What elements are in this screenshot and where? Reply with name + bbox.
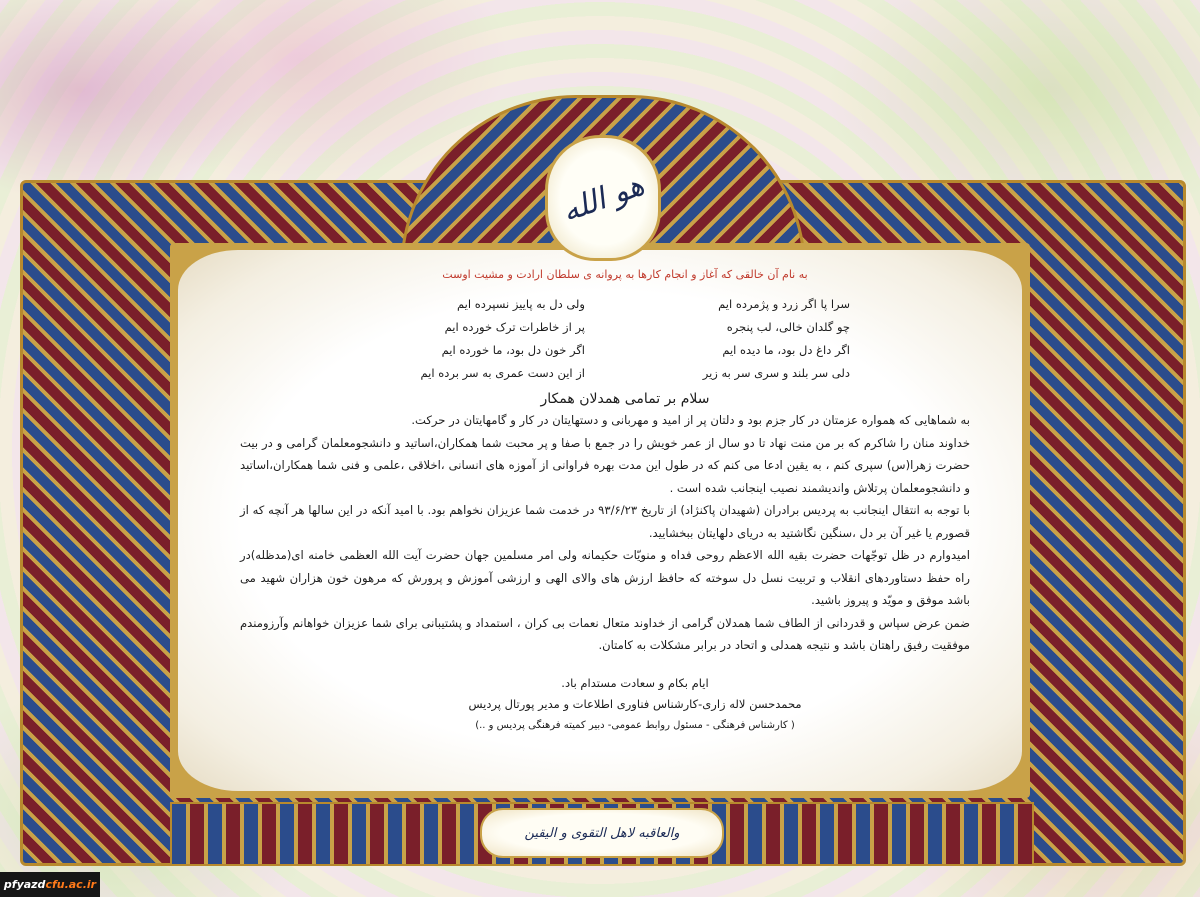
closing-wish: ایام بکام و سعادت مستدام باد. xyxy=(561,675,709,690)
badge-prefix: pfyazd xyxy=(3,878,46,891)
body-paragraph: با توجه به انتقال اینجانب به پردیس برادران (شهیدان پاکنژاد) از تاریخ ۹۳/۶/۲۳ در خدمت شما عزیزان نخواهم بود. با امید آنکه در این سالها هر آنچه که از قصورم یا غیر آن بر دل ،سنگین نگاشتید به دریای دلهایتان ببخشایید. xyxy=(240,503,970,540)
poem-hemistich: سرا پا اگر زرد و پژمرده ایم xyxy=(718,297,850,311)
footer-motto: والعاقبه لاهل التقوی و الیقین xyxy=(524,825,680,841)
signature-line: محمدحسن لاله زاری-کارشناس فناوری اطلاعات و مدیر پورتال پردیس xyxy=(468,696,802,711)
badge-suffix: cfu.ac.ir xyxy=(45,878,97,891)
poem-hemistich: اگر خون دل بود، ما خورده ایم xyxy=(441,343,585,357)
body-paragraph: به شماهایی که همواره عزمتان در کار جزم بود و دلتان پر از امید و مهربانی و دستهایتان در کار و گامهایتان در حرکت. xyxy=(411,413,970,427)
poem-hemistich: پر از خاطرات ترک خورده ایم xyxy=(444,320,585,334)
poem-hemistich: اگر داغ دل بود، ما دیده ایم xyxy=(722,343,850,357)
body-paragraph: خداوند منان را شاکرم که بر من منت نهاد تا دو سال از عمر خویش را در جمع با صفا و پر محبت شما همکاران،اساتید و دانشجومعلمان گرامی و در بیت حضرت زهرا(س) سپری کنم ، به یقین ادعا می کنم که در طول این مدت بهره فراوانی از آموزه های انسانی ،اخلاقی ،علمی و فنی شما همکاران،اساتید و دانشجومعلمان پرتلاش واندیشمند نصیب اینجانب شده است . xyxy=(240,435,970,495)
roles-note: ( کارشناس فرهنگی - مسئول روابط عمومی- دبیر کمیته فرهنگی پردیس و ..) xyxy=(475,719,795,731)
poem-row xyxy=(240,316,970,339)
poem-row xyxy=(240,362,970,385)
calligraphy-logo: هو الله xyxy=(557,167,649,229)
poem-hemistich: چو گلدان خالی، لب پنجره xyxy=(726,320,850,334)
body-paragraph: امیدوارم در ظل توجّهات حضرت بقیه الله الاعظم روحی فداه و منویّات حکیمانه ولی امر مسلمین جهان حضرت آیت الله العظمی خامنه ای(مدظله)در راه حفظ دستاوردهای انقلاب و تربیت نسل دل سوخته که حافظ ارزش های والای الهی و ارزشی آموزش و پرورش که مرهون خون هزاران شهید می باشد موفق و مویّد و پیروز باشید. xyxy=(240,548,970,607)
body-paragraph: ضمن عرض سپاس و قدردانی از الطاف شما همدلان گرامی از خداوند متعال نعمات بی کران ، استمداد و پشتیبانی برای شما عزیزان خواهانم وآرزومندم موفقیت رفیق راهتان باشد و نتیجه همدلی و اتحاد در برابر مشکلات به کامتان. xyxy=(240,615,970,652)
letter-content xyxy=(240,268,970,736)
crown-medallion xyxy=(545,135,661,261)
poem-hemistich: از این دست عمری به سر برده ایم xyxy=(420,366,585,380)
closing-block xyxy=(240,673,970,736)
poem xyxy=(240,293,970,385)
site-badge[interactable] xyxy=(0,872,100,897)
poem-hemistich: دلی سر بلند و سری سر به زیر xyxy=(702,366,850,380)
poem-row xyxy=(240,293,970,316)
footer-cartouche xyxy=(480,808,724,858)
poem-hemistich: ولی دل به پاییز نسپرده ایم xyxy=(457,297,585,311)
poem-row xyxy=(240,339,970,362)
greeting-heading: سلام بر تمامی همدلان همکار xyxy=(540,391,710,407)
opening-line: به نام آن خالقی که آغاز و انجام کارها به پروانه ی سلطان ارادت و مشیت اوست xyxy=(442,268,808,281)
